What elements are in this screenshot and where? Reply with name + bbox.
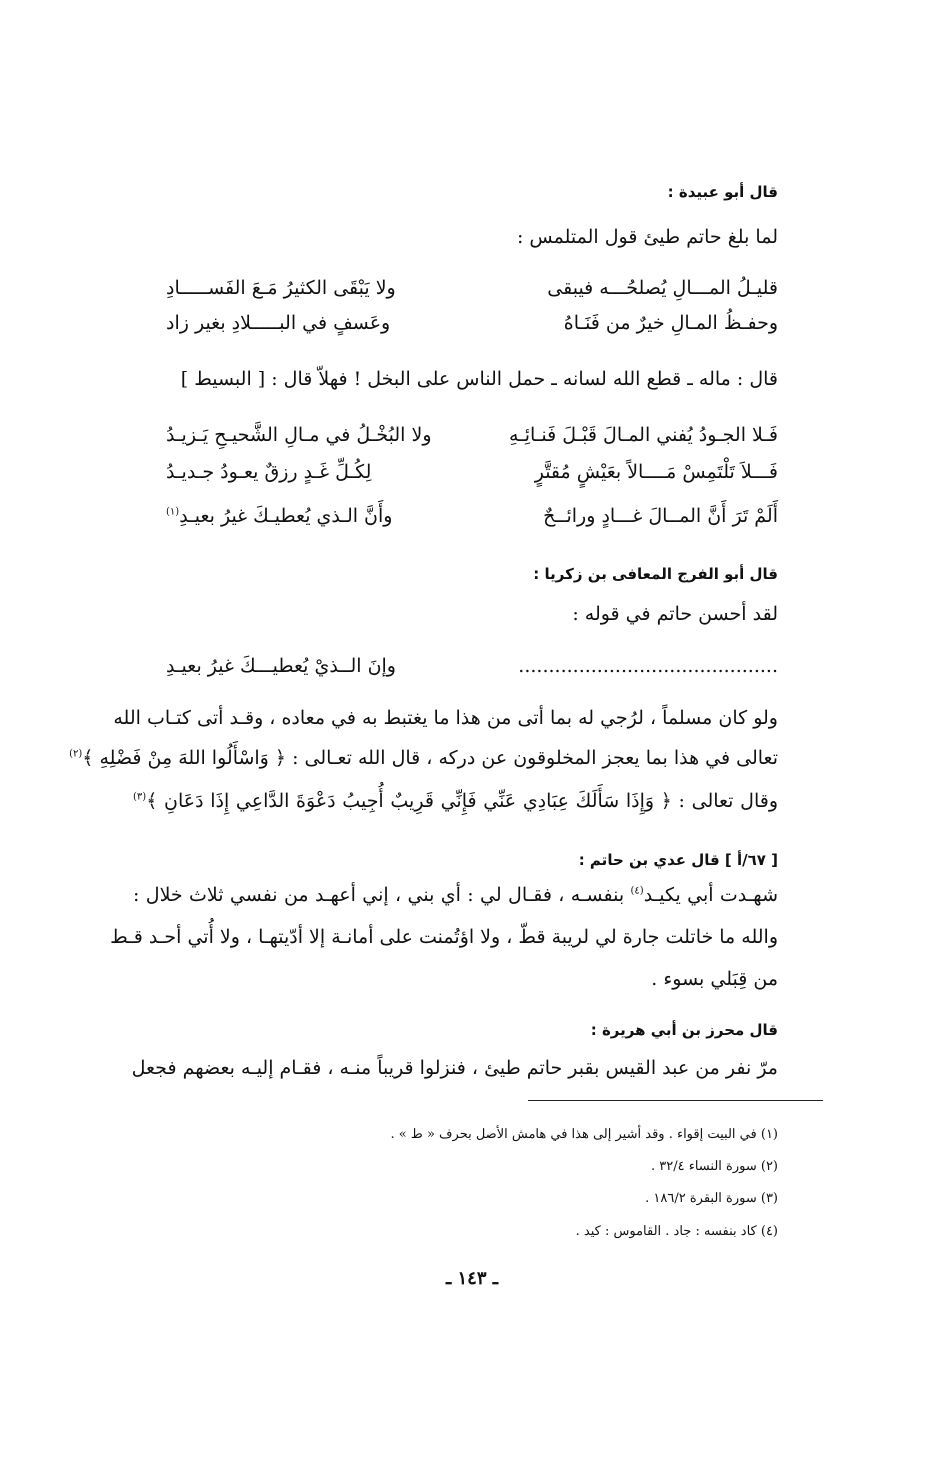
verse-3-right: فَـلا الجـودُ يُفني المـالَ قَبْـلَ فَنـائِـهِ xyxy=(508,424,778,446)
quoted-hemistich: وإنَ الــذيْ يُعطيـــكَ غيرُ بعيـدِ xyxy=(166,655,396,677)
paragraph-1-line-1: ولو كان مسلماً ، لرُجي له بما أتى من هذا ما يغتبط به في معاده ، وقـد أتى كتـاب الله xyxy=(113,707,778,729)
footnote-mark-4: (٤) xyxy=(630,885,644,897)
verse-5-left-text: وأَنَّ الـذي يُعطيـكَ غيرُ بعيـدِ xyxy=(179,505,393,527)
paragraph-1-line-3 xyxy=(133,790,778,812)
dotted-hemistich: ........................................... xyxy=(518,655,778,677)
paragraph-2-line-1 xyxy=(133,884,778,906)
footnote-mark-1: (١) xyxy=(166,506,180,518)
verse-1-left: ولا يَبْقَى الكثيرُ مَـعَ الفَســـــادِ xyxy=(166,277,396,299)
heading-muhriz: قال محرز بن أبي هريرة : xyxy=(590,1021,778,1039)
intro-line-2: لقد أحسن حاتم في قوله : xyxy=(572,603,778,625)
verse-2-left: وعَسفٍ في البـــــلادِ بغير زاد xyxy=(166,312,391,334)
footnote-divider xyxy=(528,1100,823,1101)
verse-4-right: فَـــلاَ تَلْتَمِسْ مَــــالاً بعَيْشٍ مُقتَّرٍ xyxy=(534,461,778,483)
verse-5-right: أَلَمْ تَرَ أَنَّ المــالَ غـــادٍ ورائــحٌ xyxy=(543,505,778,527)
paragraph-2-line-1-b: بنفسـه ، فقـال لي : أي بني ، إني أعهـد من نفسي ثلاث خلال : xyxy=(133,884,625,906)
paragraph-1-line-3-text: وقال تعالى : ﴿ وَإِذَا سَأَلَكَ عِبَادِي عَنِّي فَإِنِّي قَرِيبٌ أُجِيبُ دَعْوَةَ الدَّاعِي إِذَا دَعَانِ ﴾ xyxy=(146,790,778,812)
paragraph-3-line-1: مرّ نفر من عبد القيس بقبر حاتم طيئ ، فنزلوا قريباً منـه ، فقـام إليـه بعضهم فجعل xyxy=(131,1057,778,1079)
paragraph-2-line-1-a: شهـدت أبي يكيـد xyxy=(643,884,778,906)
heading-adi-bin-hatim: [ ٦٧/أ ] قال عدي بن حاتم : xyxy=(578,851,778,869)
footnote-mark-3: (٣) xyxy=(133,791,147,803)
footnote-3: (٣) سورة البقرة ١٨٦/٢ . xyxy=(645,1191,778,1206)
paragraph-2-line-2: والله ما خاتلت جارة لي لريبة قطّ ، ولا اؤتُمنت على أمانـة إلا أدّيتهـا ، ولا أُتي أحـد قـط xyxy=(110,926,778,948)
footnote-4: (٤) كاد بنفسه : جاد . القاموس : كيد . xyxy=(575,1224,778,1239)
footnote-2: (٢) سورة النساء ٣٢/٤ . xyxy=(651,1159,778,1174)
footnote-1: (١) في البيت إقواء . وقد أشير إلى هذا في هامش الأصل بحرف « ط » . xyxy=(390,1127,778,1142)
comment-line: قال : ماله ـ قطع الله لسانه ـ حمل الناس على البخل ! فهلاّ قال : [ البسيط ] xyxy=(180,368,778,390)
verse-3-left: ولا البُخْـلُ في مـالِ الشَّحيـحِ يَـزيـدُ xyxy=(166,424,432,446)
paragraph-1-line-2 xyxy=(69,747,778,769)
heading-abu-alfaraj: قال أبو الفرج المعافى بن زكريا : xyxy=(533,565,778,583)
verse-1-right: قليـلُ المـــالِ يُصلحُـــه فيبقى xyxy=(547,277,778,299)
verse-4-left: لِكُـلِّ غَـدٍ رزقٌ يعـودُ جـديـدُ xyxy=(166,461,372,483)
verse-5-left xyxy=(166,505,486,527)
paragraph-1-line-2-text: تعالى في هذا بما يعجز المخلوقون عن دركه ، قال الله تعـالى : ﴿ وَاسْأَلُوا اللهَ مِنْ فَضْلِهِ ﴾ xyxy=(82,747,778,769)
intro-line: لما بلغ حاتم طيئ قول المتلمس : xyxy=(516,226,778,248)
page-number: ـ ١٤٣ ـ xyxy=(445,1268,499,1289)
footnote-mark-2: (٢) xyxy=(69,748,83,760)
paragraph-2-line-3: من قِبَلي بسوء . xyxy=(651,968,778,990)
heading-abu-ubaida: قال أبو عبيدة : xyxy=(667,183,778,201)
verse-2-right: وحفـظُ المـالِ خيرٌ من فَنَـاهُ xyxy=(563,312,778,334)
